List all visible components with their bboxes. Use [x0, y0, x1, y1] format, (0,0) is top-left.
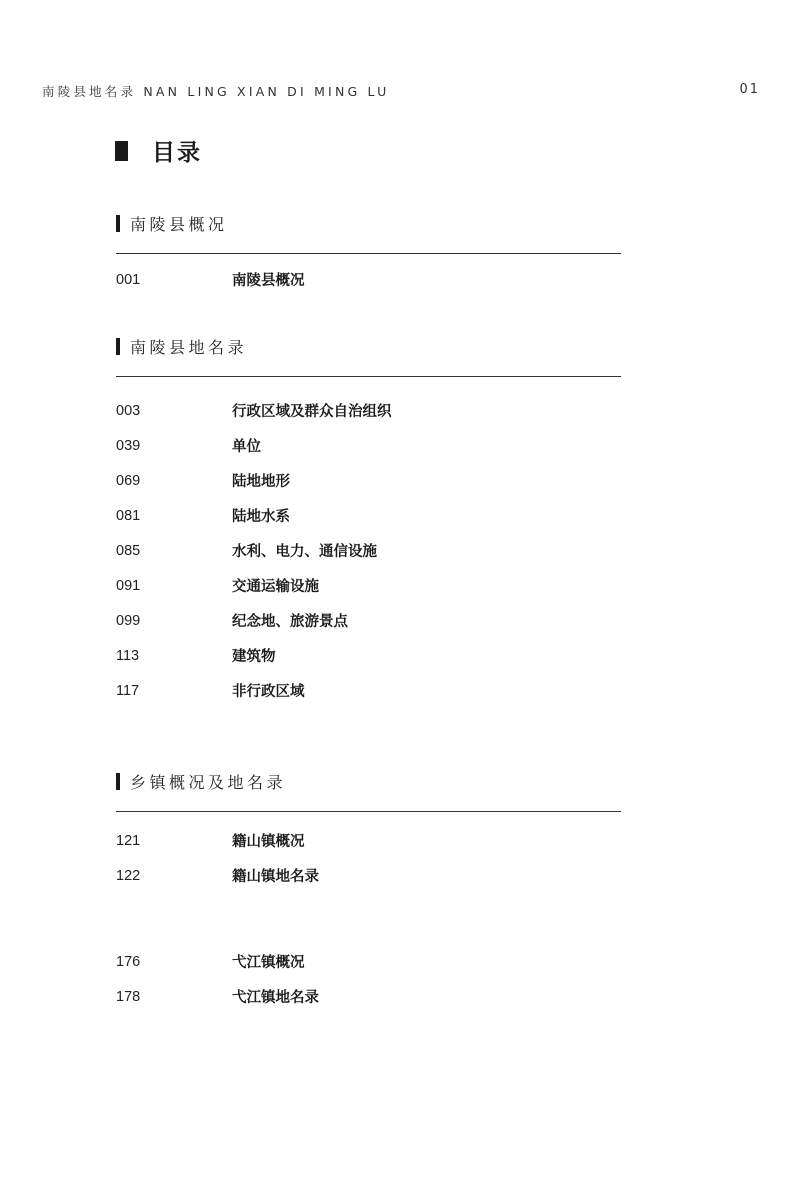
entry-page: 039	[116, 437, 141, 454]
toc-entry[interactable]	[116, 393, 621, 428]
entry-page: 121	[116, 832, 141, 849]
heading-square-icon	[115, 141, 128, 161]
toc-entry[interactable]	[116, 858, 621, 893]
toc-entry[interactable]	[116, 944, 621, 979]
entry-page: 122	[116, 867, 141, 884]
entry-title: 行政区域及群众自治组织	[232, 403, 392, 420]
toc-title: 目录	[152, 139, 202, 166]
section-label: 南陵县地名录	[130, 338, 248, 357]
toc-entry[interactable]	[116, 568, 621, 603]
entry-title: 非行政区域	[232, 683, 305, 700]
toc-entry[interactable]	[116, 673, 621, 708]
entry-title: 交通运输设施	[232, 578, 319, 595]
section-entries-yijiang	[116, 944, 621, 1014]
entry-title: 籍山镇地名录	[232, 868, 319, 885]
section-header-towns	[116, 770, 621, 812]
toc-entry[interactable]	[116, 463, 621, 498]
entry-page: 091	[116, 577, 141, 594]
entry-title: 弋江镇概况	[232, 954, 305, 971]
toc-heading	[115, 134, 202, 167]
toc-entry[interactable]	[116, 262, 621, 297]
toc-entry[interactable]	[116, 533, 621, 568]
entry-page: 003	[116, 402, 141, 419]
toc-entry[interactable]	[116, 428, 621, 463]
entry-title: 单位	[232, 438, 261, 455]
entry-page: 085	[116, 542, 141, 559]
section-bar-icon	[116, 215, 120, 232]
running-header: 南陵县地名录 NAN LING XIAN DI MING LU	[42, 84, 390, 99]
entry-page: 001	[116, 271, 141, 288]
toc-entry[interactable]	[116, 979, 621, 1014]
entry-title: 陆地地形	[232, 473, 290, 490]
section-header-county-gazetteer	[116, 335, 621, 377]
toc-entry[interactable]	[116, 823, 621, 858]
section-bar-icon	[116, 773, 120, 790]
section-label: 南陵县概况	[130, 215, 228, 234]
entry-title: 纪念地、旅游景点	[232, 613, 348, 630]
entry-page: 069	[116, 472, 141, 489]
entry-title: 陆地水系	[232, 508, 290, 525]
page-number: 01	[739, 82, 760, 97]
entry-title: 弋江镇地名录	[232, 989, 319, 1006]
entry-title: 南陵县概况	[232, 272, 305, 289]
toc-entry[interactable]	[116, 498, 621, 533]
toc-entry[interactable]	[116, 603, 621, 638]
entry-title: 建筑物	[232, 648, 276, 665]
entry-page: 178	[116, 988, 141, 1005]
section-header-county-overview	[116, 212, 621, 254]
entry-page: 176	[116, 953, 141, 970]
entry-page: 113	[116, 647, 140, 664]
section-bar-icon	[116, 338, 120, 355]
entry-page: 081	[116, 507, 141, 524]
section-label: 乡镇概况及地名录	[130, 773, 287, 792]
section-entries-jishan	[116, 823, 621, 893]
entry-page: 117	[116, 682, 140, 699]
toc-entry[interactable]	[116, 638, 621, 673]
entry-title: 籍山镇概况	[232, 833, 305, 850]
entry-title: 水利、电力、通信设施	[232, 543, 377, 560]
entry-page: 099	[116, 612, 141, 629]
section-entries-county-overview	[116, 262, 621, 297]
section-entries-county-gazetteer	[116, 393, 621, 708]
